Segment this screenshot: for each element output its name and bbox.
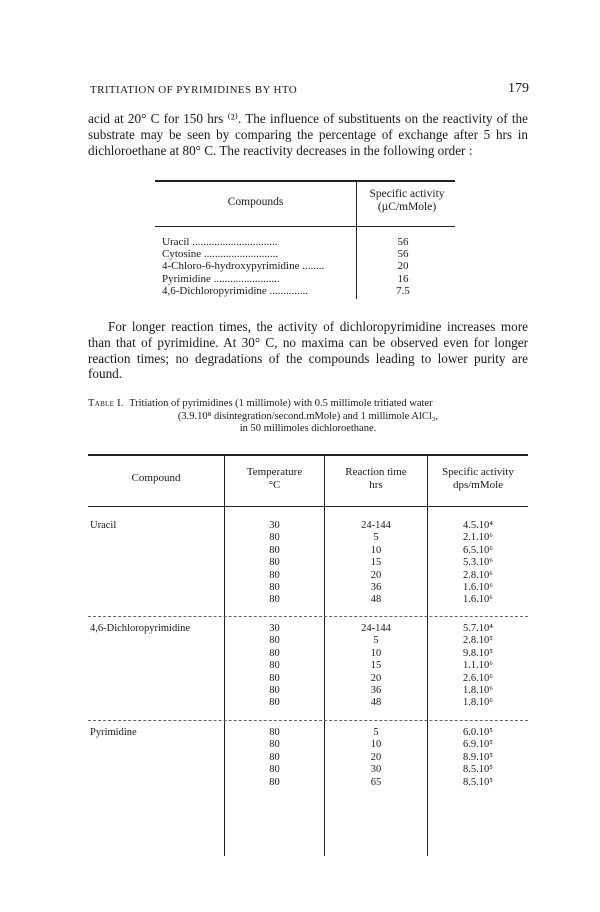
activity-values xyxy=(362,236,444,297)
header-line: dps/mMole xyxy=(452,479,504,491)
specific-activity-value: 2.8.10⁵ xyxy=(463,635,493,647)
reaction-time-value: 10 xyxy=(370,647,382,659)
specific-activity-value: 5.3.10⁶ xyxy=(463,557,493,569)
table-row xyxy=(162,248,324,260)
compound-name: Cytosine xyxy=(162,248,202,261)
dot-leader: ........................ xyxy=(210,272,280,285)
reaction-time-value: 48 xyxy=(370,697,382,709)
activity-value: 7.5 xyxy=(396,284,410,297)
reaction-time-value: 65 xyxy=(370,776,382,788)
specific-activity-value: 1.8.10⁶ xyxy=(463,697,493,709)
specific-activity-value: 1.1.10⁶ xyxy=(463,660,493,672)
table-top-rule xyxy=(88,454,528,456)
temperature-value: 80 xyxy=(269,581,280,593)
specific-activity-value: 4.5.10⁴ xyxy=(463,520,493,531)
compound-name: 4,6-Dichloropyrimidine xyxy=(90,623,191,634)
specific-activity-value: 2.6.10⁶ xyxy=(463,672,493,684)
temperature-value: 80 xyxy=(269,557,280,569)
reaction-time-value: 5 xyxy=(373,727,379,738)
compound-name: 4-Chloro-6-hydroxypyrimidine xyxy=(162,260,300,273)
temperature-value: 30 xyxy=(269,623,280,634)
table-header-rule xyxy=(155,226,455,227)
header-line: hrs xyxy=(369,479,383,491)
specific-activity-value: 1.8.10⁶ xyxy=(463,684,493,696)
dot-leader: ........ xyxy=(299,260,325,273)
specific-activity-value: 6.9.10⁵ xyxy=(463,739,493,751)
table-header-rule xyxy=(88,506,528,507)
dot-leader: ............................... xyxy=(189,236,278,248)
reaction-time-column xyxy=(325,623,427,710)
reaction-time-value: 5 xyxy=(373,532,379,544)
temperature-value: 80 xyxy=(269,544,280,556)
reaction-time-value: 36 xyxy=(370,581,382,593)
compound-name: Uracil xyxy=(90,520,117,531)
temperature-value: 80 xyxy=(269,727,280,738)
temperature-value: 80 xyxy=(269,684,280,696)
activity-value: 56 xyxy=(397,236,409,248)
body-paragraph-1: acid at 20° C for 150 hrs ⁽²⁾. The influence of substituents on the reactivity of the substrate may be seen by comparing the percentage of exchange after 5 hrs in dichloroethane at 80° C. The reactivity decreases in the following order : xyxy=(88,111,528,158)
caption-label: Table I. xyxy=(88,398,124,409)
temperature-value: 80 xyxy=(269,569,280,581)
temperature-column xyxy=(225,623,324,710)
table-row xyxy=(162,273,324,285)
specific-activity-column xyxy=(428,520,528,607)
compound-name: Pyrimidine xyxy=(162,272,211,285)
header-line: Temperature xyxy=(246,466,303,478)
temperature-value: 80 xyxy=(269,672,280,684)
specific-activity-value: 2.1.10⁶ xyxy=(463,532,493,544)
table-caption xyxy=(88,398,528,436)
header-line: °C xyxy=(268,479,281,491)
specific-activity-value: 9.8.10⁵ xyxy=(463,647,493,659)
temperature-value: 80 xyxy=(269,751,280,763)
reaction-time-value: 24-144 xyxy=(361,623,391,634)
activity-value: 16 xyxy=(397,272,409,285)
specific-activity-value: 8.9.10⁵ xyxy=(463,751,493,763)
reaction-time-value: 15 xyxy=(370,660,382,672)
reaction-time-column xyxy=(325,727,427,789)
body-paragraph-2: For longer reaction times, the activity of dichloropyrimidine increases more than that of pyrimidine. At 30° C, no maxima can be observed even for longer reaction times; no degradations of the compounds leading to lower purity are found. xyxy=(88,319,528,382)
reaction-time-value: 20 xyxy=(370,751,382,763)
caption-text: Tritiation of pyrimidines (1 millimole) with 0.5 millimole tritiated water xyxy=(129,398,433,409)
column-header-reaction-time xyxy=(325,466,427,492)
reaction-time-value: 5 xyxy=(373,635,379,647)
dot-leader: ........................... xyxy=(201,248,279,261)
activity-value: 20 xyxy=(397,260,409,273)
temperature-column xyxy=(225,520,324,607)
compound-name: Pyrimidine xyxy=(90,727,137,738)
table-row xyxy=(162,285,324,297)
table-row xyxy=(162,236,324,248)
specific-activity-value: 1.6.10⁶ xyxy=(463,581,493,593)
compound-name: Uracil xyxy=(162,236,190,248)
temperature-value: 80 xyxy=(269,776,280,788)
header-line: Specific activity xyxy=(369,188,445,200)
caption-line: in 50 millimoles dichloroethane. xyxy=(239,423,377,434)
header-line: Specific activity xyxy=(442,466,514,478)
temperature-value: 80 xyxy=(269,635,280,647)
temperature-value: 80 xyxy=(269,697,280,709)
compound-names xyxy=(162,236,324,297)
reaction-time-value: 20 xyxy=(370,569,382,581)
specific-activity-value: 8.5.10⁵ xyxy=(463,776,493,788)
caption-line xyxy=(88,398,528,411)
column-header-specific-activity xyxy=(428,466,528,492)
specific-activity-column xyxy=(428,727,528,789)
header-line: Reaction time xyxy=(345,466,407,478)
temperature-value: 80 xyxy=(269,739,280,751)
temperature-column xyxy=(225,727,324,789)
specific-activity-value: 6.5.10⁶ xyxy=(463,544,493,556)
reaction-time-value: 10 xyxy=(370,544,382,556)
group-divider xyxy=(88,720,528,721)
column-header-compounds: Compounds xyxy=(227,196,284,208)
column-header-compound: Compound xyxy=(131,472,181,484)
dot-leader: .............. xyxy=(266,284,309,297)
header-line: (µC/mMole) xyxy=(377,201,437,213)
table-row xyxy=(162,260,324,272)
temperature-value: 30 xyxy=(269,520,280,531)
specific-activity-value: 2.8.10⁶ xyxy=(463,569,493,581)
reaction-time-value: 10 xyxy=(370,739,382,751)
column-header-specific-activity xyxy=(357,188,457,214)
reaction-time-value: 48 xyxy=(370,594,382,606)
table-column-divider xyxy=(356,181,357,299)
specific-activity-value: 5.7.10⁴ xyxy=(463,623,493,634)
temperature-value: 80 xyxy=(269,532,280,544)
specific-activity-value: 6.0.10⁵ xyxy=(463,727,493,738)
activity-value: 56 xyxy=(397,248,409,261)
temperature-value: 80 xyxy=(269,660,280,672)
running-title: TRITIATION OF PYRIMIDINES BY HTO xyxy=(90,84,298,96)
temperature-value: 80 xyxy=(269,764,280,776)
reaction-time-value: 20 xyxy=(370,672,382,684)
reaction-time-value: 36 xyxy=(370,684,382,696)
specific-activity-column xyxy=(428,623,528,710)
table-top-rule xyxy=(155,180,455,182)
specific-activity-value: 8.5.10⁵ xyxy=(463,764,493,776)
specific-activity-value: 1.6.10⁶ xyxy=(463,594,493,606)
reaction-time-value: 30 xyxy=(370,764,382,776)
temperature-value: 80 xyxy=(269,647,280,659)
reaction-time-value: 15 xyxy=(370,557,382,569)
group-divider xyxy=(88,616,528,617)
compound-name: 4,6-Dichloropyrimidine xyxy=(162,284,267,297)
column-header-temperature xyxy=(225,466,324,492)
reaction-time-column xyxy=(325,520,427,607)
page-number: 179 xyxy=(508,81,529,96)
reaction-time-value: 24-144 xyxy=(361,520,391,531)
temperature-value: 80 xyxy=(269,594,280,606)
caption-line: (3.9.10⁸ disintegration/second.mMole) and 1 millimole AlCl₃, xyxy=(177,410,439,422)
